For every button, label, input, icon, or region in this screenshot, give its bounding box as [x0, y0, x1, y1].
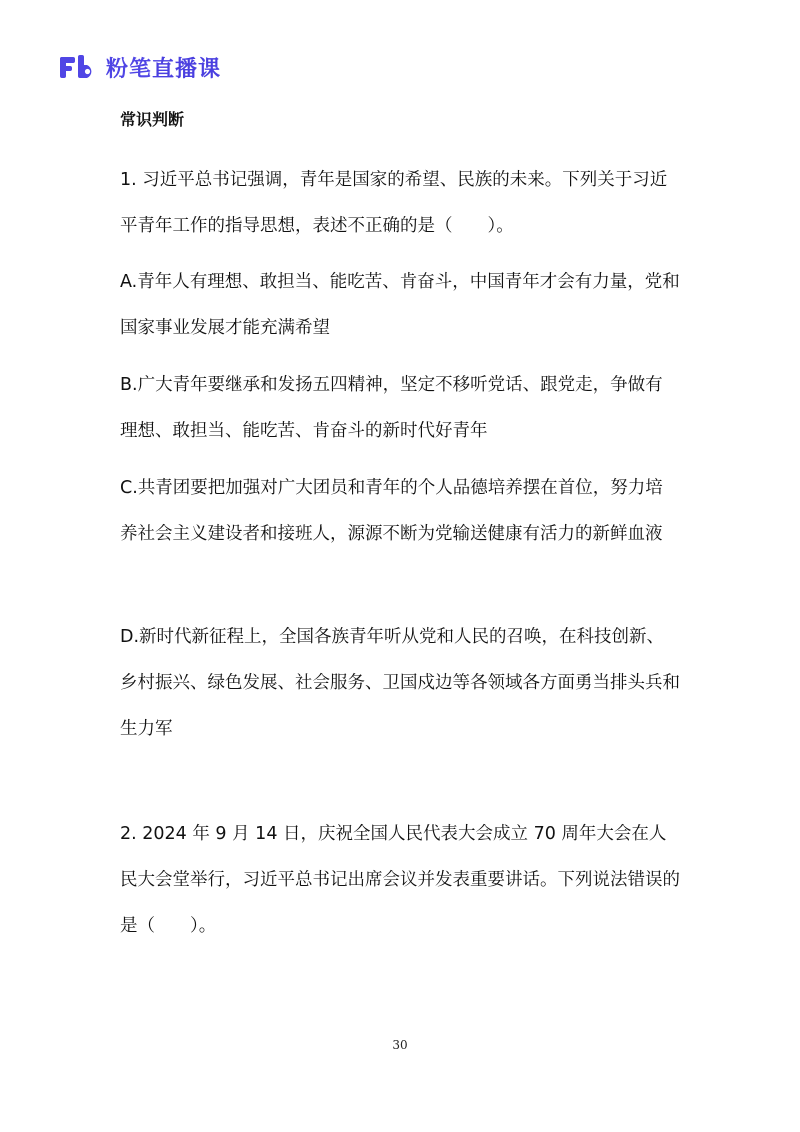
question-1-stem: 1. 习近平总书记强调，青年是国家的希望、民族的未来。下列关于习近平青年工作的指导思想，表述不正确的是（ ）。: [120, 170, 668, 236]
question-1-option-c: C.共青团要把加强对广大团员和青年的个人品德培养摆在首位，努力培养社会主义建设者和接班人，源源不断为党输送健康有活力的新鲜血液: [120, 478, 663, 544]
brand-header: [58, 50, 221, 84]
section-title: 常识判断: [120, 110, 185, 129]
fb-logo-icon: [58, 53, 98, 81]
brand-name-secondary: 直播课: [152, 56, 222, 82]
page-number: 30: [392, 1038, 408, 1052]
question-1-option-a: A.青年人有理想、敢担当、能吃苦、肯奋斗，中国青年才会有力量，党和国家事业发展才能充满希望: [120, 272, 680, 338]
brand-name-primary: 粉笔: [106, 56, 153, 82]
question-2-stem: 2. 2024 年 9 月 14 日，庆祝全国人民代表大会成立 70 周年大会在人民大会堂举行，习近平总书记出席会议并发表重要讲话。下列说法错误的是（ ）。: [120, 824, 680, 936]
question-1-option-d: D.新时代新征程上，全国各族青年听从党和人民的召唤，在科技创新、乡村振兴、绿色发展、社会服务、卫国戍边等各领域各方面勇当排头兵和生力军: [120, 627, 680, 739]
brand-name: [106, 52, 221, 83]
question-1-option-b: B.广大青年要继承和发扬五四精神，坚定不移听党话、跟党走，争做有理想、敢担当、能吃苦、肯奋斗的新时代好青年: [120, 375, 663, 441]
